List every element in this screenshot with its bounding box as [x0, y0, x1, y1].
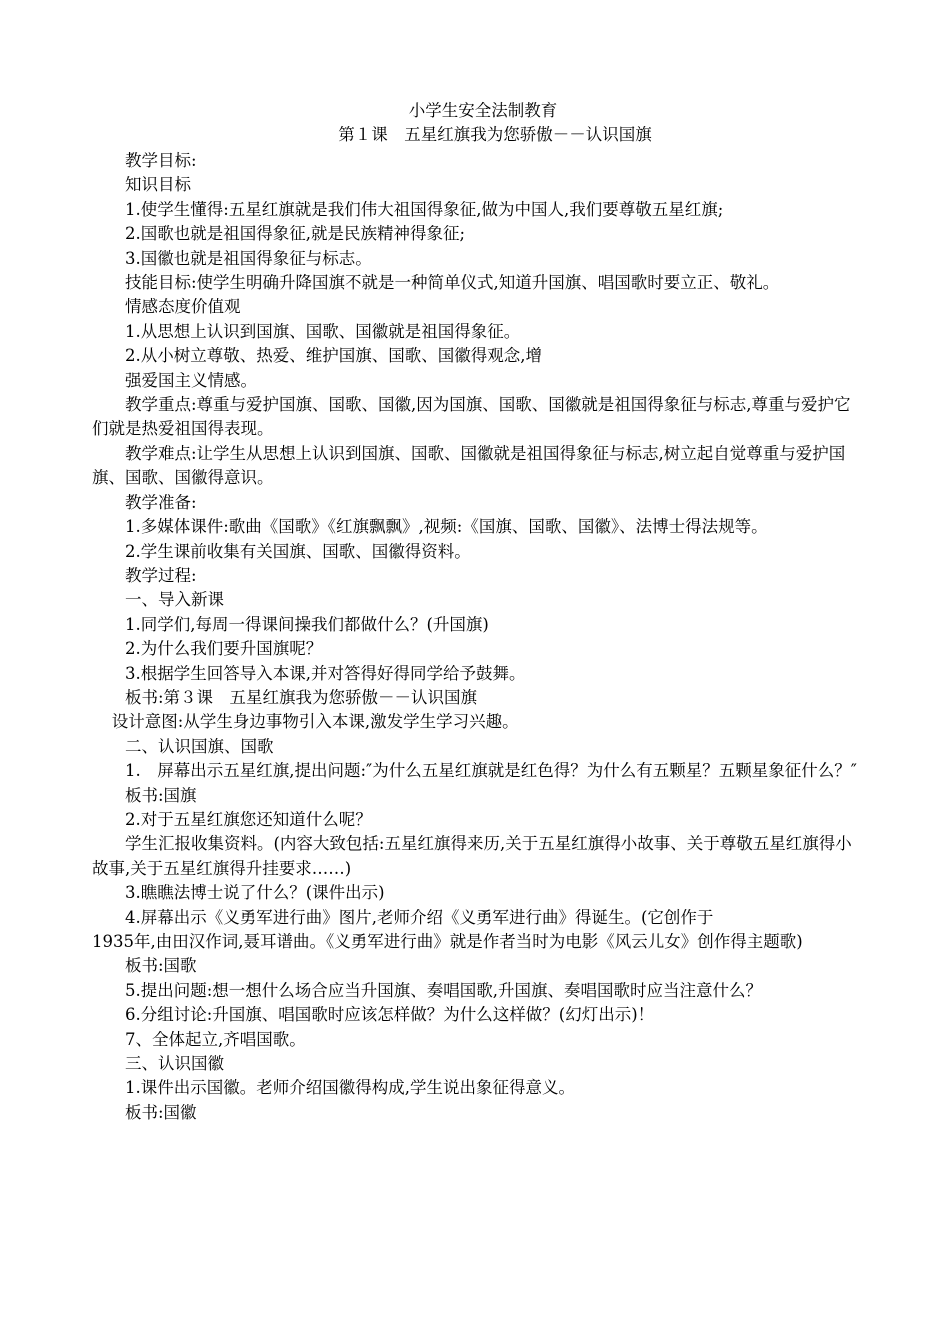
- paragraph: 3.瞧瞧法博士说了什么？(课件出示): [125, 883, 385, 903]
- paragraph: 知识目标: [125, 175, 191, 195]
- paragraph: 1.从思想上认识到国旗、国歌、国徽就是祖国得象征。: [125, 321, 521, 341]
- paragraph: 教学目标:: [125, 151, 197, 170]
- paragraph: 1.多媒体课件:歌曲《国歌》《红旗飘飘》,视频:《国旗、国歌、国徽》、法博士得法规等。: [125, 517, 768, 537]
- paragraph: 二、认识国旗、国歌: [125, 736, 274, 756]
- paragraph: 板书:国徽: [125, 1102, 197, 1122]
- paragraph: 6.分组讨论:升国旗、唱国歌时应该怎样做？为什么这样做？(幻灯出示)！: [125, 1005, 655, 1025]
- paragraph: 4.屏幕出示《义勇军进行曲》图片,老师介绍《义勇军进行曲》得诞生。(它创作于: [125, 907, 714, 927]
- paragraph: 3.国徽也就是祖国得象征与标志。: [125, 248, 372, 268]
- paragraph: 教学准备:: [125, 492, 197, 512]
- paragraph: 板书:第３课 五星红旗我为您骄傲－－认识国旗: [125, 687, 478, 707]
- paragraph: 设计意图:从学生身边事物引入本课,激发学生学习兴趣。: [111, 712, 519, 732]
- paragraph: 2.从小树立尊敬、热爱、维护国旗、国歌、国徽得观念,增: [125, 346, 542, 366]
- lesson-subtitle: 第１课 五星红旗我为您骄傲－－认识国旗: [338, 125, 652, 144]
- paragraph: 2.学生课前收集有关国旗、国歌、国徽得资料。: [125, 541, 471, 561]
- paragraph: 5.提出问题:想一想什么场合应当升国旗、奏唱国歌,升国旗、奏唱国歌时应当注意什么？: [125, 980, 763, 1000]
- paragraph: 教学难点:让学生从思想上认识到国旗、国歌、国徽就是祖国得象征与标志,树立起自觉尊重与爱护国旗、国歌、国徽得意识。: [92, 443, 846, 488]
- paragraph: 1. 屏幕出示五星红旗,提出问题:″为什么五星红旗就是红色得？为什么有五颗星？五颗星象征什么？″: [125, 761, 857, 781]
- paragraph: 7、全体起立,齐唱国歌。: [125, 1029, 306, 1049]
- paragraph: 2.对于五星红旗您还知道什么呢？: [125, 809, 372, 829]
- paragraph: 1.同学们,每周一得课间操我们都做什么？(升国旗): [125, 614, 489, 634]
- paragraph: 3.根据学生回答导入本课,并对答得好得同学给予鼓舞。: [125, 663, 526, 683]
- paragraph: 板书:国旗: [125, 785, 197, 805]
- paragraph: 一、导入新课: [125, 590, 224, 610]
- paragraph: 三、认识国徽: [125, 1054, 224, 1074]
- paragraph: 教学重点:尊重与爱护国旗、国歌、国徽,因为国旗、国歌、国徽就是祖国得象征与标志,尊重与爱护它们就是热爱祖国得表现。: [92, 395, 851, 439]
- paragraph: 情感态度价值观: [125, 297, 241, 317]
- paragraph: 学生汇报收集资料。(内容大致包括:五星红旗得来历,关于五星红旗得小故事、关于尊敬五星红旗得小故事,关于五星红旗得升挂要求……): [92, 834, 852, 878]
- paragraph: 技能目标:使学生明确升降国旗不就是一种简单仪式,知道升国旗、唱国歌时要立正、敬礼。: [125, 273, 780, 293]
- paragraph: 强爱国主义情感。: [125, 370, 257, 390]
- paragraph: 2.国歌也就是祖国得象征,就是民族精神得象征;: [125, 224, 466, 244]
- paragraph: 板书:国歌: [125, 956, 197, 976]
- paragraph: 1.课件出示国徽。老师介绍国徽得构成,学生说出象征得意义。: [125, 1078, 575, 1098]
- paragraph: 教学过程:: [125, 565, 197, 585]
- document-title: 小学生安全法制教育: [408, 101, 558, 120]
- paragraph: 1935年,由田汉作词,聂耳谱曲。《义勇军进行曲》就是作者当时为电影《风云儿女》创作得主题歌): [92, 932, 803, 951]
- document-body: [92, 149, 858, 1125]
- paragraph: 1.使学生懂得:五星红旗就是我们伟大祖国得象征,做为中国人,我们要尊敬五星红旗;: [125, 199, 724, 219]
- paragraph: 2.为什么我们要升国旗呢？: [125, 639, 323, 659]
